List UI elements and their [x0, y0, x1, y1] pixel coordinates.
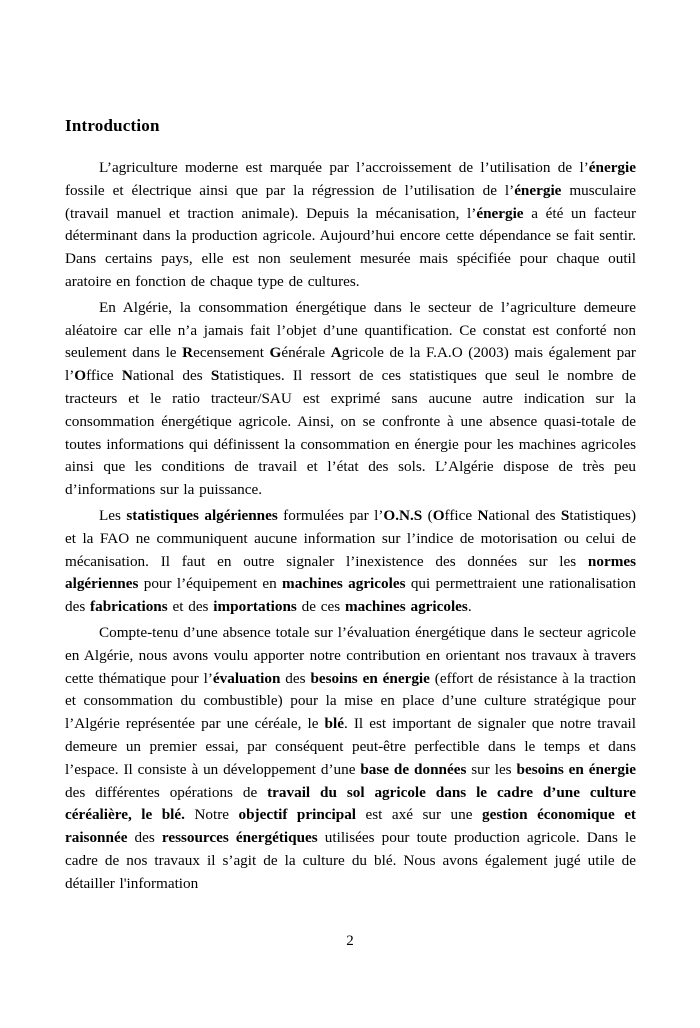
text-run: de ces [296, 598, 345, 616]
bold-text-run: travail du sol agricole dans le cadre d’une culture céréalière, le blé. [65, 783, 636, 824]
text-run: ecensement [193, 344, 270, 362]
bold-text-run: fabrications [90, 598, 168, 616]
paragraph [65, 157, 636, 294]
bold-text-run: O [74, 367, 87, 385]
text-run: (effort de résistance à la traction et consommation du combustible) pour la mise en place d’une culture stratégique pour l’Algérie représentée par une céréale, le [65, 669, 636, 733]
document-body [65, 157, 636, 896]
text-run: Notre [184, 806, 239, 824]
bold-text-run: O [432, 506, 445, 524]
text-run: des [127, 829, 162, 847]
text-run: tatistiques. Il ressort de ces statistiques que seul le nombre de tracteurs et le ratio tracteur/SAU est exprimé sans aucune autre indication sur la consommation énergétique agricole. Ainsi, on se confronte à une absence quasi-totale de toutes informations qui définissent la consommation en énergie pour les machines agricoles ainsi que les conditions de travail et l’état des sols. L’Algérie dispose de très peu d’informations sur la puissance. [65, 367, 636, 499]
bold-text-run: énergie [514, 181, 562, 199]
bold-text-run: statistiques algériennes [126, 506, 278, 524]
bold-text-run: objectif principal [238, 806, 357, 824]
text-run: musculaire (travail manuel et traction animale). Depuis la mécanisation, l’ [65, 181, 636, 222]
bold-text-run: ressources énergétiques [161, 829, 318, 847]
text-run: pour l’équipement en [138, 575, 283, 593]
text-run: qui permettraient une rationalisation des [65, 575, 636, 616]
bold-text-run: gestion économique et raisonnée [65, 806, 636, 847]
paragraph [65, 505, 636, 619]
bold-text-run: évaluation [212, 669, 281, 687]
text-run: des différentes opérations de [65, 783, 268, 801]
text-run: . Il est important de signaler que notre travail demeure un premier essai, par conséquent peut-être perfectible dans le temps et dans l’espace. Il consiste à un développement d’une [65, 715, 636, 778]
text-run: L’agriculture moderne est marquée par l’accroissement de l’utilisation de l’ [99, 159, 589, 176]
text-run: énérale [281, 344, 331, 362]
bold-text-run: importations [213, 598, 297, 616]
bold-text-run: normes algériennes [65, 552, 636, 593]
text-run: gricole de la F.A.O (2003) mais également par l’ [65, 344, 636, 385]
bold-text-run: machines agricoles [282, 575, 406, 593]
paragraph [65, 297, 636, 502]
section-title: Introduction [65, 116, 160, 135]
bold-text-run: base de données [360, 760, 467, 778]
bold-text-run: R [182, 344, 194, 362]
text-run: fossile et électrique ainsi que par la régression de l’utilisation de l’ [65, 181, 515, 199]
text-run: a été un facteur déterminant dans la production agricole. Aujourd’hui encore cette dépendance se fait sentir. Dans certains pays, elle est non seulement mesurée mais spécifiée pour chaque outil aratoire en fonction de chaque type de cultures. [65, 204, 636, 290]
bold-text-run: S [210, 367, 220, 385]
bold-text-run: besoins en énergie [310, 669, 430, 687]
text-run: tatistiques) et la FAO ne communiquent aucune information sur l’indice de motorisation ou celui de mécanisation. Il faut en outre signaler l’inexistence des données sur les [65, 506, 637, 570]
text-run: formulées par l’ [277, 506, 384, 524]
bold-text-run: énergie [476, 204, 524, 222]
text-run: ffice [86, 367, 122, 385]
paragraph [65, 622, 636, 896]
page-number: 2 [346, 933, 354, 949]
text-run: Compte-tenu d’une absence totale sur l’évaluation énergétique dans le secteur agricole en Algérie, nous avons voulu apporter notre contribution en orientant nos travaux à travers cette thématique pour l’ [65, 623, 636, 687]
text-run: utilisées pour toute production agricole. Dans le cadre de nos travaux il s’agit de la culture du blé. Nous avons également jugé utile de détailler l'information [65, 829, 636, 892]
text-run: est axé sur une [356, 806, 482, 824]
text-run: . [467, 598, 472, 616]
bold-text-run: N [477, 506, 489, 524]
bold-text-run: G [269, 344, 282, 362]
bold-text-run: N [121, 367, 133, 385]
text-run: ( [422, 506, 433, 524]
bold-text-run: énergie [588, 159, 636, 176]
bold-text-run: besoins en énergie [516, 760, 636, 778]
bold-text-run: machines agricoles [344, 598, 468, 616]
text-run: Les [99, 506, 127, 524]
text-run: ffice [444, 506, 478, 524]
text-run: En Algérie, la consommation énergétique dans le secteur de l’agriculture demeure aléatoire car elle n’a jamais fait l’objet d’une quantification. Ce constat est conforté non seulement dans le [65, 298, 636, 362]
text-run: ational des [488, 506, 561, 524]
bold-text-run: blé [324, 715, 344, 733]
bold-text-run: A [330, 344, 342, 362]
text-run: des [280, 669, 311, 687]
bold-text-run: S [560, 506, 570, 524]
text-run: ational des [132, 367, 211, 385]
text-run: et des [167, 598, 214, 616]
bold-text-run: O.N.S [383, 506, 423, 524]
text-run: sur les [466, 760, 517, 778]
